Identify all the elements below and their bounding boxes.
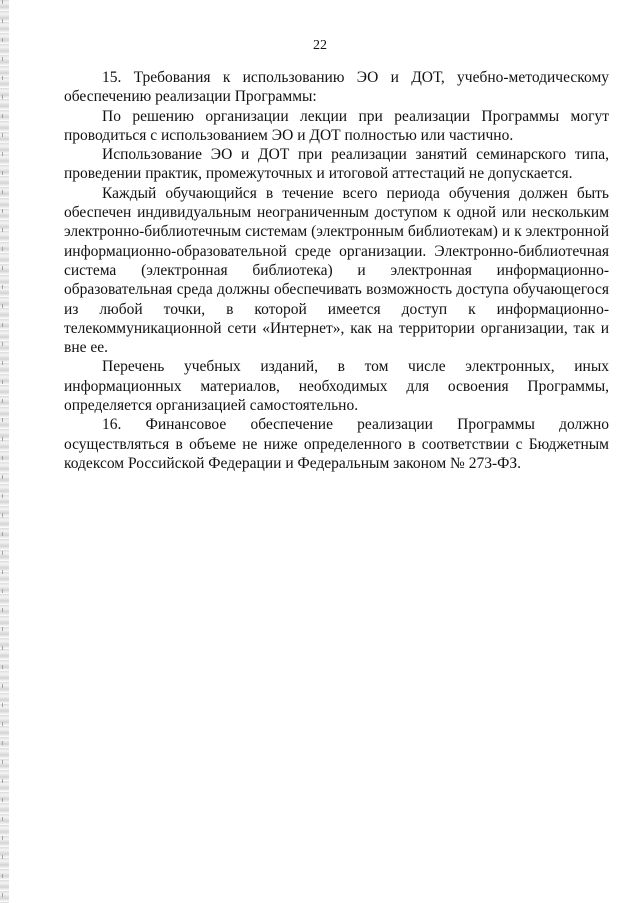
page-number: 22 [313,38,327,53]
paragraph-lectures: По решению организации лекции при реализации Программы могут проводиться с использованием ЭО и ДОТ полностью или частично. [64,107,609,144]
section-15-heading: 15. Требования к использованию ЭО и ДОТ, учебно-методическому обеспечению реализации Программы: [64,69,609,106]
document-body [64,68,609,473]
paragraph-library-access: Каждый обучающийся в течение всего периода обучения должен быть обеспечен индивидуальным неограниченным доступом к одной или нескольким электронно-библиотечным системам (электронным библиотекам) и к электронной информационно-образовательной среде организации. Электронно-библиотечная система (электронная библиотека) и электронная информационно-образовательная среда должны обеспечивать возможность доступа обучающегося из любой точки, в которой имеется доступ к информационно-телекоммуникационной сети «Интернет», как на территории организации, так и вне ее. [64,184,609,357]
section-16-financing: 16. Финансовое обеспечение реализации Программы должно осуществляться в объеме не ниже определенного в соответствии с Бюджетным кодексом Российской Федерации и Федеральным законом № 273-ФЗ. [64,416,609,472]
paragraph-materials-list: Перечень учебных изданий, в том числе электронных, иных информационных материалов, необходимых для освоения Программы, определяется организацией самостоятельно. [64,358,609,415]
paragraph-seminars: Использование ЭО и ДОТ при реализации занятий семинарского типа, проведении практик, промежуточных и итоговой аттестаций не допускается. [64,146,609,183]
scan-binding-edge [0,0,9,903]
